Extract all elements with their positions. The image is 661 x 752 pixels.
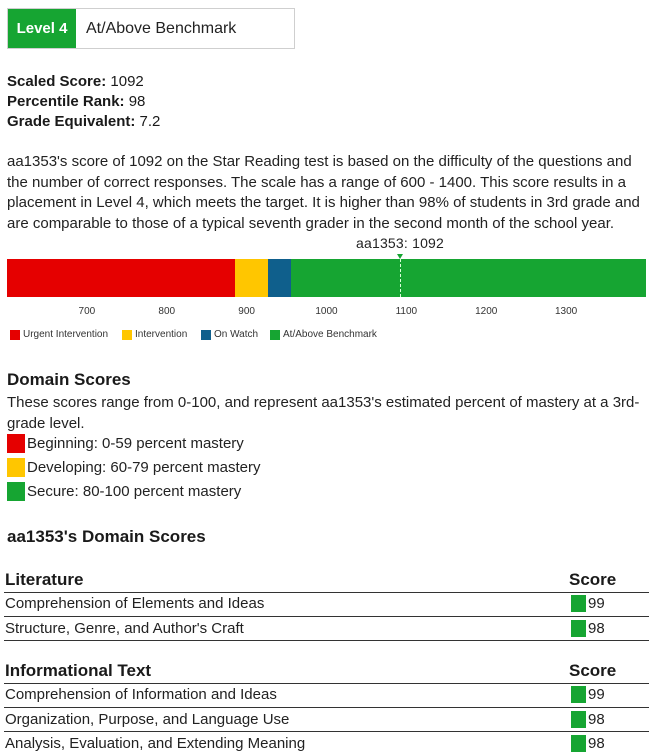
score-scale-bar <box>7 259 646 297</box>
scale-legend-item <box>270 329 377 340</box>
scale-legend-item <box>10 329 108 340</box>
scale-tick-label: 1000 <box>315 306 338 317</box>
scale-legend-item <box>201 329 258 340</box>
mastery-swatch <box>571 686 586 703</box>
table-row-score <box>571 686 605 703</box>
legend-label: Developing: 60-79 percent mastery <box>27 459 261 476</box>
score-header: Score <box>569 570 617 589</box>
scale-segment-urgent-intervention <box>7 259 235 297</box>
level-badge: Level 4 <box>8 9 76 48</box>
scale-tick-label: 1300 <box>555 306 578 317</box>
legend-label: Urgent Intervention <box>23 329 109 340</box>
stat-label: Percentile Rank: <box>7 93 125 110</box>
stat-value: 1092 <box>110 73 144 90</box>
legend-beginning <box>7 434 244 453</box>
legend-secure <box>7 482 241 501</box>
mastery-swatch <box>571 620 586 637</box>
table-row-label: Structure, Genre, and Author's Craft <box>5 620 244 637</box>
group-header-literature: Literature <box>5 570 84 589</box>
score-value: 98 <box>588 711 605 728</box>
legend-swatch <box>7 434 25 453</box>
scale-segment-on-watch <box>268 259 291 297</box>
table-row-label: Analysis, Evaluation, and Extending Meaning <box>5 735 306 752</box>
percentile-rank <box>7 92 145 112</box>
scaled-score <box>7 72 144 92</box>
score-value: 99 <box>588 686 605 703</box>
score-value: 99 <box>588 595 605 612</box>
legend-label: Secure: 80-100 percent mastery <box>27 483 242 500</box>
legend-swatch <box>10 330 20 340</box>
scale-segment-at-above-benchmark <box>291 259 646 297</box>
grade-equivalent <box>7 112 160 132</box>
table-row-score <box>571 595 605 612</box>
scale-tick-label: 1200 <box>475 306 498 317</box>
table-divider <box>4 616 649 617</box>
table-row-label: Organization, Purpose, and Language Use <box>5 711 290 728</box>
level-description: At/Above Benchmark <box>86 19 237 37</box>
stat-label: Grade Equivalent: <box>7 113 136 130</box>
table-divider <box>4 592 649 593</box>
stat-value: 98 <box>128 93 146 110</box>
legend-swatch <box>270 330 280 340</box>
scale-tick-label: 800 <box>158 306 176 317</box>
legend-swatch <box>122 330 132 340</box>
group-header-informational-text: Informational Text <box>5 661 152 680</box>
legend-swatch <box>7 458 25 477</box>
scale-legend-item <box>122 329 187 340</box>
legend-label: On Watch <box>214 329 259 340</box>
table-divider <box>4 731 649 732</box>
legend-label: Beginning: 0-59 percent mastery <box>27 435 244 452</box>
legend-developing <box>7 458 260 477</box>
student-marker-line <box>400 259 401 297</box>
mastery-swatch <box>571 735 586 752</box>
stat-value: 7.2 <box>139 113 161 130</box>
table-divider <box>4 683 649 684</box>
table-row-score <box>571 620 605 637</box>
scale-segment-intervention <box>235 259 269 297</box>
table-row-label: Comprehension of Information and Ideas <box>5 686 277 703</box>
stat-label: Scaled Score: <box>7 73 107 90</box>
scale-tick-label: 700 <box>78 306 96 317</box>
score-header: Score <box>569 661 617 680</box>
table-row-score <box>571 711 605 728</box>
legend-label: Intervention <box>135 329 188 340</box>
domain-scores-title: Domain Scores <box>7 370 131 389</box>
score-value: 98 <box>588 620 605 637</box>
mastery-swatch <box>571 595 586 612</box>
table-divider <box>4 707 649 708</box>
scale-tick-label: 1100 <box>395 306 418 317</box>
domain-scores-description: These scores range from 0-100, and represent aa1353's estimated percent of mastery at a 3rd-grade level. <box>7 394 640 432</box>
student-marker-label: aa1353: 1092 <box>355 235 445 251</box>
scale-tick-label: 900 <box>238 306 255 317</box>
score-summary: aa1353's score of 1092 on the Star Reading test is based on the difficulty of the questions and the number of correct responses. The scale has a range of 600 - 1400. This score results in a placement in Level 4, which meets the target. It is higher than 98% of students in 3rd grade and are comparable to those of a typical seventh grader in the second month of the school year. <box>7 153 640 232</box>
legend-swatch <box>7 482 25 501</box>
student-domain-scores-title: aa1353's Domain Scores <box>7 527 206 546</box>
legend-label: At/Above Benchmark <box>283 329 377 340</box>
legend-swatch <box>201 330 211 340</box>
table-row-label: Comprehension of Elements and Ideas <box>5 595 265 612</box>
table-divider <box>4 640 649 641</box>
mastery-swatch <box>571 711 586 728</box>
score-value: 98 <box>588 735 605 752</box>
table-row-score <box>571 735 605 752</box>
